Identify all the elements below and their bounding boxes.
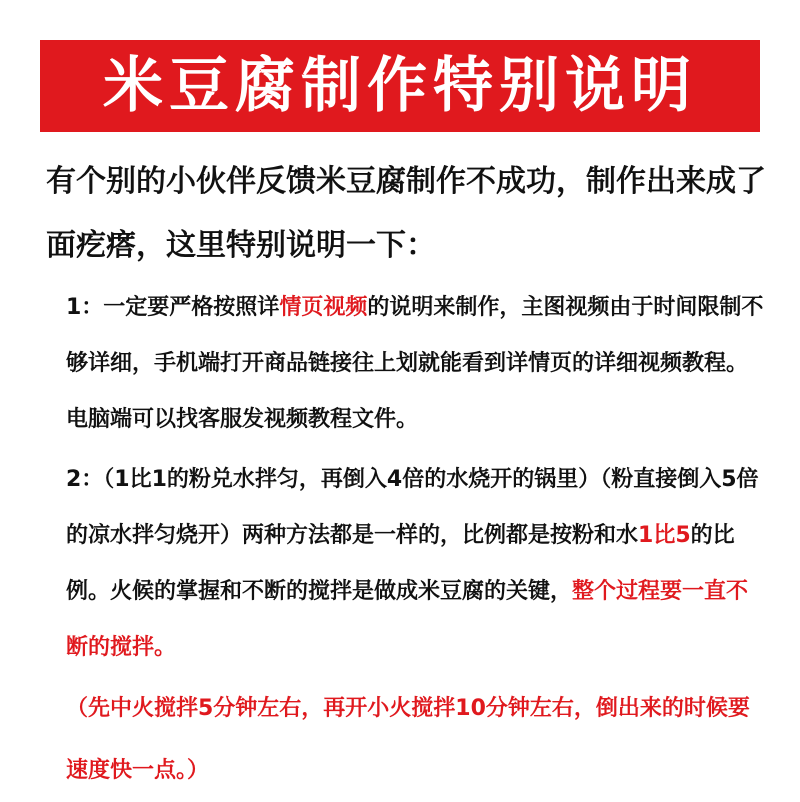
paragraph-2-highlight: 整个过程要一直不断的搅拌。: [66, 579, 749, 660]
paragraph-1: [66, 280, 766, 448]
paragraph-1-highlight: 情页视频: [279, 295, 368, 320]
paragraph-2: [66, 452, 766, 676]
paragraph-2-middle: 的比例。火候的掌握和不断的搅拌是做成米豆腐的关键，: [66, 523, 735, 604]
title-banner: [40, 40, 760, 132]
paragraph-1-suffix: 的说明来制作，主图视频由于时间限制不够详细，手机端打开商品链接往上划就能看到详情页的详细视频教程。电脑端可以找客服发视频教程文件。: [66, 295, 764, 432]
cooking-note: （先中火搅拌5分钟左右，再开小火搅拌10分钟左右，倒出来的时候要速度快一点。）: [66, 696, 750, 783]
page-title: 米豆腐制作特别说明: [103, 51, 697, 121]
paragraph-1-prefix: 1：一定要严格按照详: [66, 295, 280, 320]
paragraph-2-prefix: 2：（1比1的粉兑水拌匀，再倒入4倍的水烧开的锅里）（粉直接倒入5倍的凉水拌匀烧开）两种方法都是一样的，比例都是按粉和水: [66, 467, 759, 548]
paragraph-2-ratio: 1比5: [638, 523, 691, 548]
intro-text: 有个别的小伙伴反馈米豆腐制作不成功，制作出来成了面疙瘩，这里特别说明一下：: [46, 164, 766, 263]
